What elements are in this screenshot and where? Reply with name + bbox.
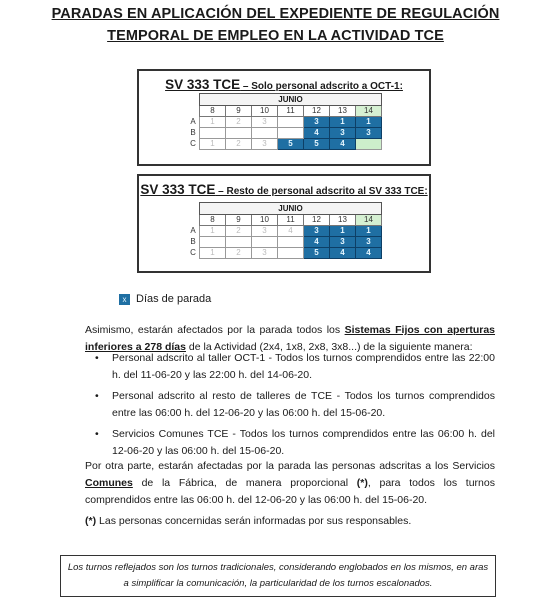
day-header: 13 (330, 106, 356, 117)
intro-bold: Sistemas Fijos con aperturas inferiores a 278 días (85, 324, 496, 353)
panel-code: SV 333 TCE (165, 77, 241, 92)
note-text: Las personas concernidas serán informadas por sus responsables. (96, 515, 412, 527)
shift-cell: 1 (200, 248, 226, 259)
schedule-table-rest (187, 202, 382, 259)
shift-cell (226, 237, 252, 248)
day-header: 11 (278, 106, 304, 117)
stop-day-cell: 4 (304, 128, 330, 139)
list-item: • Servicios Comunes TCE - Todos los turnos comprendidos entre las 06:00 h. del 12-06-20 y las 06:00 h. del 15-06-20. (95, 428, 495, 457)
shift-cell (278, 237, 304, 248)
bullet-text: Personal adscrito al taller OCT-1 - Todos los turnos comprendidos entre las 22:00 h. del 11-06-20 y las 22:00 h. del 14-06-20. (112, 352, 495, 381)
shift-cell: 3 (252, 226, 278, 237)
stop-day-cell: 4 (330, 248, 356, 259)
shift-cell: 2 (226, 139, 252, 150)
month-header: JUNIO (200, 203, 382, 215)
stop-day-cell: 1 (330, 226, 356, 237)
bullet-text: Personal adscrito al resto de talleres de TCE - Todos los turnos comprendidos entre las 06:00 h. del 12-06-20 y las 06:00 h. del 15-06-20. (112, 390, 495, 419)
day-header: 14 (356, 215, 382, 226)
day-header: 9 (226, 215, 252, 226)
panel-title (139, 181, 429, 199)
shift-label: C (190, 248, 196, 257)
schedule-panel-oct1 (137, 69, 431, 166)
stop-day-cell: 5 (278, 139, 304, 150)
stop-day-cell: 1 (330, 117, 356, 128)
shift-cell: 1 (200, 139, 226, 150)
shift-cell: 1 (200, 117, 226, 128)
list-item: • Personal adscrito al taller OCT-1 - Todos los turnos comprendidos entre las 22:00 h. del 11-06-20 y las 22:00 h. del 14-06-20. (95, 352, 495, 381)
shift-label: A (190, 117, 196, 126)
page-title-line-2: TEMPORAL DE EMPLEO EN LA ACTIVIDAD TCE (107, 28, 444, 44)
services-bold: Comunes (85, 477, 133, 489)
stop-day-cell: 1 (356, 117, 382, 128)
shift-cell (200, 128, 226, 139)
shift-label: C (190, 139, 196, 148)
stop-day-cell: 3 (304, 226, 330, 237)
stop-day-swatch: x (119, 294, 130, 305)
asterisk-mark: (*) (85, 515, 97, 527)
stop-day-cell: 4 (356, 248, 382, 259)
shift-cell: 1 (200, 226, 226, 237)
shift-cell: 3 (252, 139, 278, 150)
shift-cell: 3 (252, 248, 278, 259)
legend (119, 293, 211, 305)
stop-day-cell: 4 (330, 139, 356, 150)
day-header: 8 (200, 215, 226, 226)
shift-cell (278, 117, 304, 128)
month-header: JUNIO (200, 94, 382, 106)
stop-day-cell: 3 (356, 128, 382, 139)
shift-cell: 3 (252, 117, 278, 128)
stop-day-cell: 3 (330, 128, 356, 139)
services-paragraph (85, 458, 495, 509)
footer-note: Los turnos reflejados son los turnos tradicionales, considerando englobados en los mismos, en aras a simplificar la comunicación, la particularidad de los turnos escalonados. (60, 555, 496, 597)
stop-day-cell: 5 (304, 248, 330, 259)
note (85, 515, 411, 527)
panel-code: SV 333 TCE (140, 182, 216, 197)
shift-cell (356, 139, 382, 150)
schedule-table-oct1 (187, 93, 382, 150)
shift-label: B (190, 128, 196, 137)
day-header: 10 (252, 215, 278, 226)
bullet-list (95, 350, 495, 464)
day-header: 14 (356, 106, 382, 117)
day-header: 12 (304, 215, 330, 226)
shift-cell (252, 237, 278, 248)
stop-day-cell: 3 (356, 237, 382, 248)
shift-cell: 2 (226, 248, 252, 259)
panel-subtitle: – Solo personal adscrito a OCT-1: (240, 81, 403, 92)
shift-cell (278, 128, 304, 139)
day-header: 10 (252, 106, 278, 117)
legend-label: Días de parada (136, 293, 212, 305)
page-title-line-1: PARADAS EN APLICACIÓN DEL EXPEDIENTE DE REGULACIÓN (51, 6, 500, 22)
shift-cell (278, 248, 304, 259)
shift-cell: 2 (226, 226, 252, 237)
intro-text: Asimismo, estarán afectados por la parada todos los (85, 324, 345, 336)
day-header: 11 (278, 215, 304, 226)
intro-text-end: de la Actividad (2x4, 1x8, 2x8, 3x8...) de la siguiente manera: (185, 341, 473, 353)
stop-day-cell: 3 (304, 117, 330, 128)
day-header: 8 (200, 106, 226, 117)
shift-cell (226, 128, 252, 139)
shift-cell (200, 237, 226, 248)
day-header: 13 (330, 215, 356, 226)
stop-day-cell: 1 (356, 226, 382, 237)
services-text: Por otra parte, estarán afectadas por la parada las personas adscritas a los Servicios (85, 460, 495, 472)
stop-day-cell: 4 (304, 237, 330, 248)
asterisk-mark: (*) (356, 477, 368, 489)
bullet-text: Servicios Comunes TCE - Todos los turnos comprendidos entre las 06:00 h. del 12-06-20 y las 06:00 h. del 15-06-20. (112, 428, 495, 457)
stop-day-cell: 3 (330, 237, 356, 248)
shift-label: A (190, 226, 196, 235)
shift-cell: 2 (226, 117, 252, 128)
day-header: 12 (304, 106, 330, 117)
panel-title (139, 76, 429, 94)
services-text: de la Fábrica, de manera proporcional (132, 477, 357, 489)
schedule-panel-rest (137, 174, 431, 273)
panel-subtitle: – Resto de personal adscrito al SV 333 TCE: (215, 186, 428, 197)
list-item: • Personal adscrito al resto de talleres de TCE - Todos los turnos comprendidos entre las 06:00 h. del 12-06-20 y las 06:00 h. del 15-06-20. (95, 390, 495, 419)
shift-cell: 4 (278, 226, 304, 237)
day-header: 9 (226, 106, 252, 117)
shift-cell (252, 128, 278, 139)
stop-day-cell: 5 (304, 139, 330, 150)
shift-label: B (190, 237, 196, 246)
services-text: , para todos los turnos comprendidos entre las 06:00 h. del 12-06-20 y las 06:00 h. del 15-06-20. (85, 477, 495, 506)
